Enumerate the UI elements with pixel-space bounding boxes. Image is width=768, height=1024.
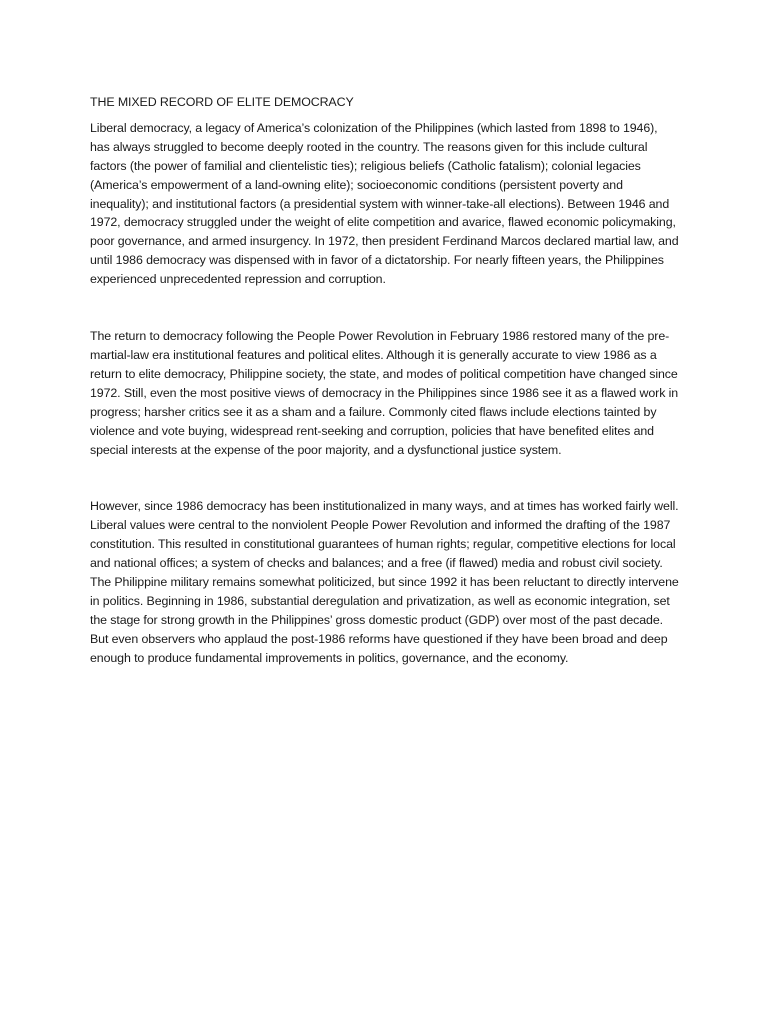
paragraph-institutionalization: However, since 1986 democracy has been institutionalized in many ways, and at times has worked fairly well. Liberal values were central to the nonviolent People Power Revolution and informed the drafting of the 1987 constitution. This resulted in constitutional guarantees of human rights; regular, competitive elections for local and national offices; a system of checks and balances; and a free (if flawed) media and robust civil society. The Philippine military remains somewhat politicized, but since 1992 it has been reluctant to directly intervene in politics. Beginning in 1986, substantial deregulation and privatization, as well as economic integration, set the stage for strong growth in the Philippines’ gross domestic product (GDP) over most of the past decade. But even observers who applaud the post-1986 reforms have questioned if they have been broad and deep enough to produce fundamental improvements in politics, governance, and the economy. — [90, 499, 679, 665]
document-title: THE MIXED RECORD OF ELITE DEMOCRACY — [90, 95, 354, 109]
document-body — [90, 93, 680, 668]
paragraph-return-to-democracy: The return to democracy following the People Power Revolution in February 1986 restored many of the pre-martial-law era institutional features and political elites. Although it is generally accurate to view 1986 as a return to elite democracy, Philippine society, the state, and modes of political competition have changed since 1972. Still, even the most positive views of democracy in the Philippines since 1986 see it as a flawed work in progress; harsher critics see it as a sham and a failure. Commonly cited flaws include elections tainted by violence and vote buying, widespread rent-seeking and corruption, policies that have benefited elites and special interests at the expense of the poor majority, and a dysfunctional justice system. — [90, 329, 679, 457]
paragraph-colonial-legacy: Liberal democracy, a legacy of America’s colonization of the Philippines (which lasted from 1898 to 1946), has always struggled to become deeply rooted in the country. The reasons given for this include cultural factors (the power of familial and clientelistic ties); religious beliefs (Catholic fatalism); colonial legacies (America’s empowerment of a land-owning elite); socioeconomic conditions (persistent poverty and inequality); and institutional factors (a presidential system with winner-take-all elections). Between 1946 and 1972, democracy struggled under the weight of elite competition and avarice, flawed economic policymaking, poor governance, and armed insurgency. In 1972, then president Ferdinand Marcos declared martial law, and until 1986 democracy was dispensed with in favor of a dictatorship. For nearly fifteen years, the Philippines experienced unprecedented repression and corruption. — [90, 120, 679, 287]
